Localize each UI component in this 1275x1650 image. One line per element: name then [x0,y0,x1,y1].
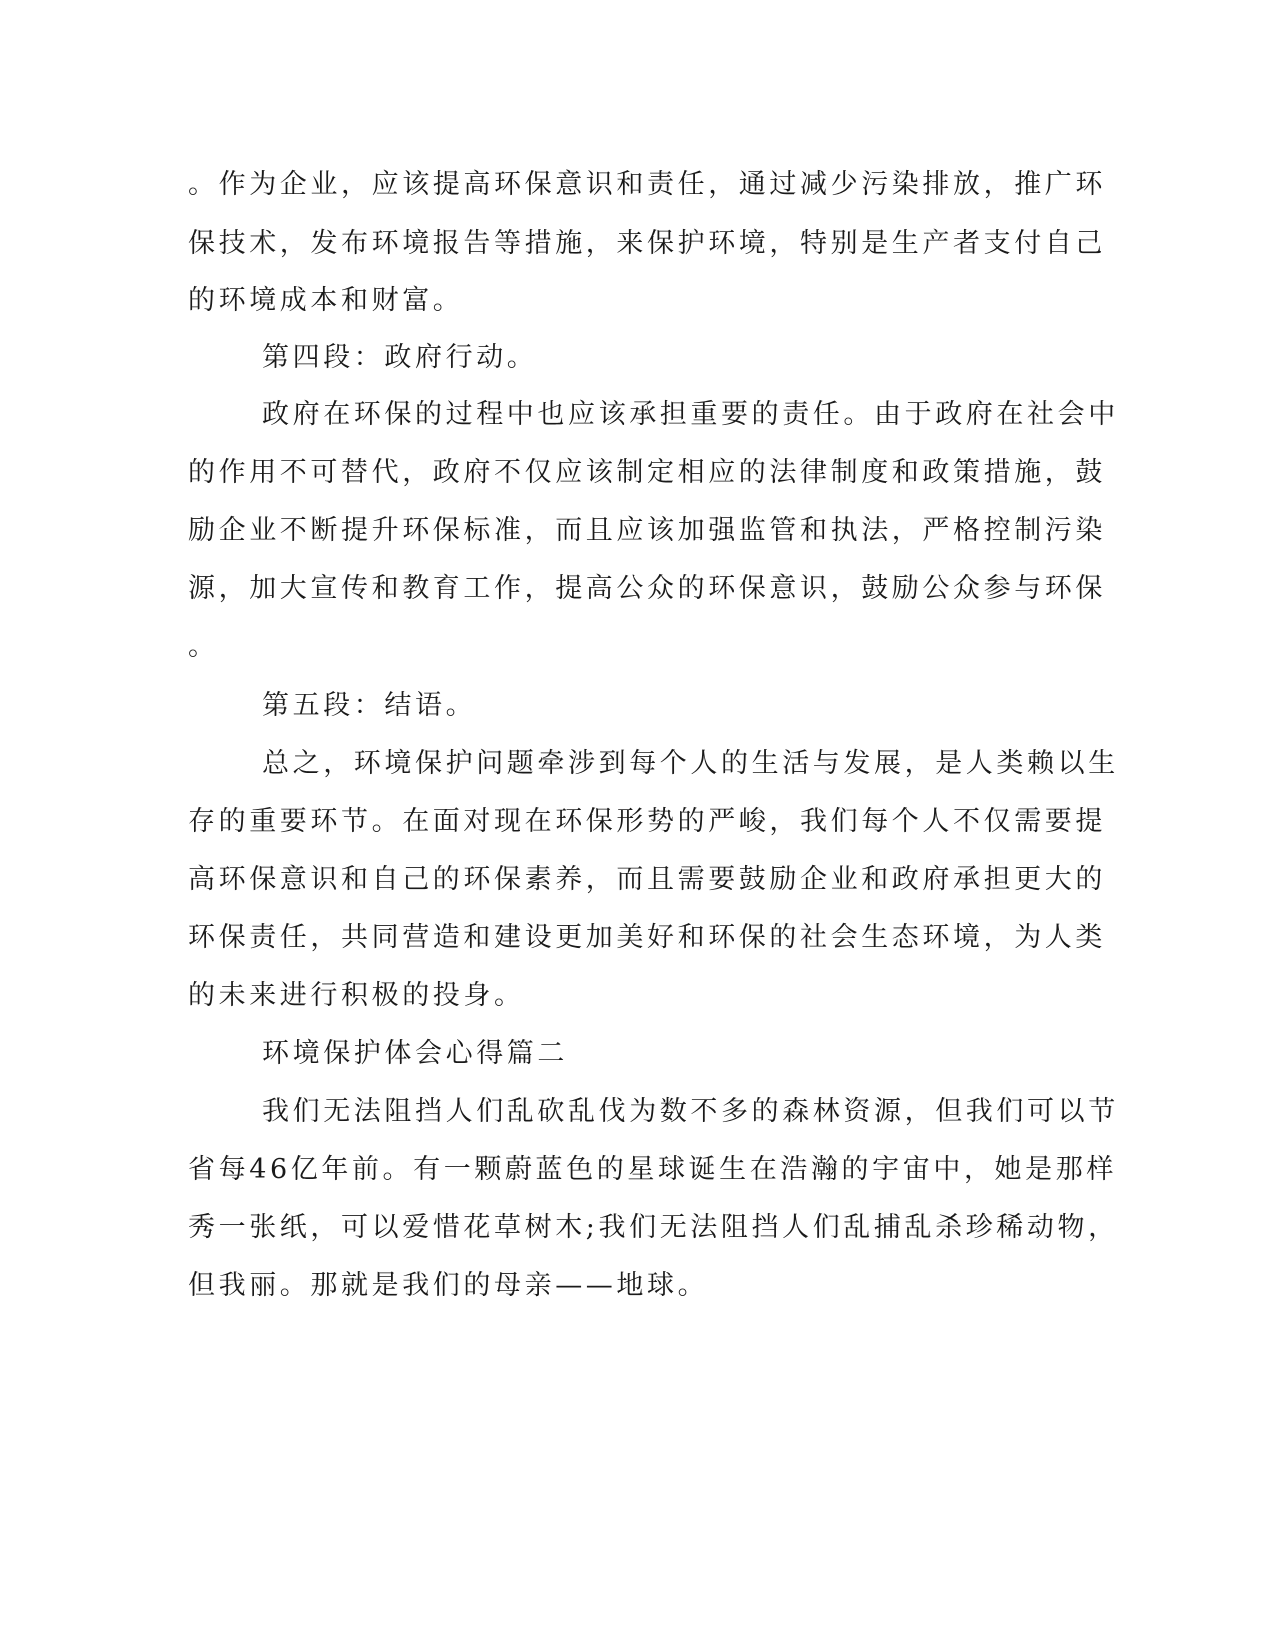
section-heading: 环境保护体会心得篇二 [262,1038,568,1069]
text-line: 秀一张纸，可以爱惜花草树木;我们无法阻挡人们乱捕乱杀珍稀动物， [188,1212,1119,1243]
text-line: 保技术，发布环境报告等措施，来保护环境，特别是生产者支付自己 [188,228,1106,259]
text-line: 源，加大宣传和教育工作，提高公众的环保意识，鼓励公众参与环保 [188,573,1106,604]
text-line: 。 [188,631,219,662]
text-line: 的未来进行积极的投身。 [188,980,525,1011]
section-heading: 第四段：政府行动。 [262,342,538,373]
text-line: 高环保意识和自己的环保素养，而且需要鼓励企业和政府承担更大的 [188,864,1106,895]
text-line: 省每46亿年前。有一颗蔚蓝色的星球诞生在浩瀚的宇宙中，她是那样 [188,1154,1117,1185]
text-line: 总之，环境保护问题牵涉到每个人的生活与发展，是人类赖以生 [262,748,1119,779]
text-line: 。作为企业，应该提高环保意识和责任，通过减少污染排放，推广环 [188,169,1106,200]
text-line: 励企业不断提升环保标准，而且应该加强监管和执法，严格控制污染 [188,515,1106,546]
text-line: 的环境成本和财富。 [188,285,464,316]
text-line: 环保责任，共同营造和建设更加美好和环保的社会生态环境，为人类 [188,922,1106,953]
section-heading: 第五段：结语。 [262,690,477,721]
text-line: 但我丽。那就是我们的母亲——地球。 [188,1270,709,1301]
text-line: 存的重要环节。在面对现在环保形势的严峻，我们每个人不仅需要提 [188,806,1106,837]
text-line: 政府在环保的过程中也应该承担重要的责任。由于政府在社会中 [262,399,1119,430]
text-line: 我们无法阻挡人们乱砍乱伐为数不多的森林资源，但我们可以节 [262,1096,1119,1127]
text-line: 的作用不可替代，政府不仅应该制定相应的法律制度和政策措施，鼓 [188,457,1106,488]
